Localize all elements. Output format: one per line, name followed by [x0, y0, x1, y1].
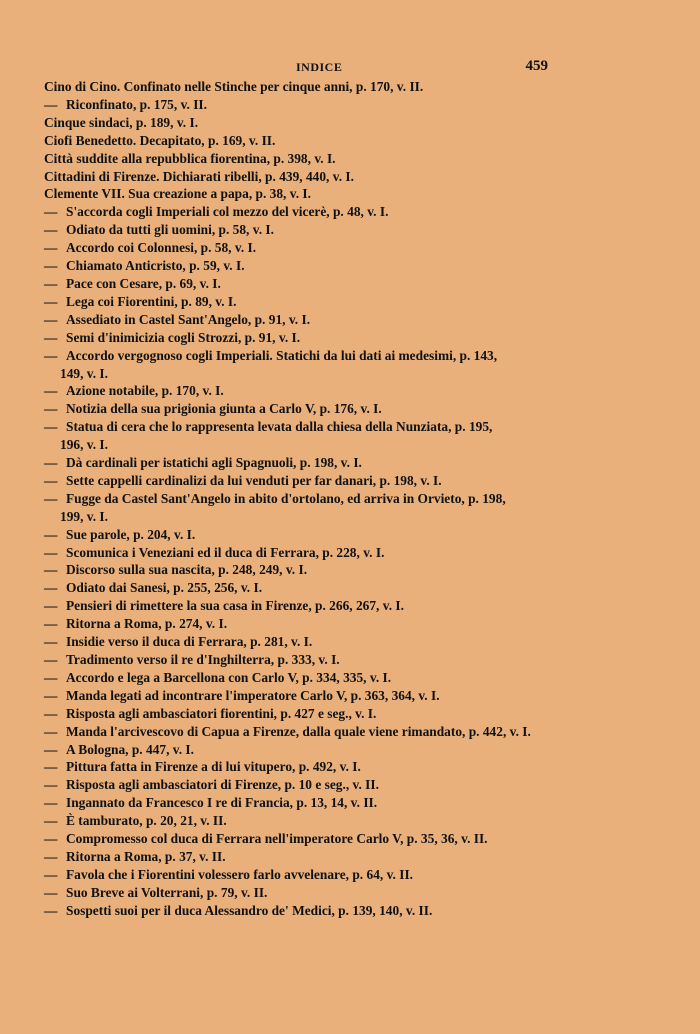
entry-dash: — [44, 705, 58, 721]
entry-text: Suo Breve ai Volterrani, p. 79, v. II. [66, 884, 268, 900]
entry-dash: — [44, 741, 58, 757]
entry-dash: — [44, 472, 58, 488]
index-entry [44, 347, 584, 365]
entry-text: Città suddite alla repubblica fiorentina, p. 398, v. I. [44, 150, 336, 166]
entry-dash: — [44, 652, 58, 667]
entry-dash: — [44, 598, 58, 614]
entry-text: Accordo vergognoso cogli Imperiali. Statichi da lui dati ai medesimi, p. 143, [66, 347, 498, 363]
entry-text: S'accorda cogli Imperiali col mezzo del vicerè, p. 48, v. I. [66, 204, 389, 220]
index-entry [44, 185, 584, 203]
index-entries [44, 78, 584, 920]
index-entry [44, 884, 584, 902]
entry-text: Assediato in Castel Sant'Angelo, p. 91, v. I. [66, 311, 311, 327]
index-entry [44, 579, 584, 597]
entry-text: Sette cappelli cardinalizi da lui venduti per far danari, p. 198, v. I. [66, 472, 442, 488]
entry-text: Manda legati ad incontrare l'imperatore Carlo V, p. 363, 364, v. I. [66, 687, 440, 703]
index-entry [44, 705, 584, 723]
entry-dash: — [44, 544, 58, 560]
index-entry [44, 561, 584, 579]
index-entry-continuation [44, 436, 584, 454]
entry-dash: — [44, 204, 58, 220]
entry-text: Scomunica i Veneziani ed il duca di Ferrara, p. 228, v. I. [66, 544, 385, 560]
entry-dash: — [44, 490, 58, 506]
entry-text: Sue parole, p. 204, v. I. [66, 526, 196, 542]
entry-dash: — [44, 347, 58, 363]
entry-dash: — [44, 419, 58, 435]
entry-dash: — [44, 884, 58, 900]
entry-text: 196, v. I. [60, 437, 108, 453]
index-entry [44, 454, 584, 472]
index-entry [44, 526, 584, 544]
entry-dash: — [44, 222, 58, 238]
index-entry [44, 329, 584, 347]
entry-text: Dà cardinali per istatichi agli Spagnuoli, p. 198, v. I. [66, 455, 362, 471]
entry-text: Azione notabile, p. 170, v. I. [66, 383, 224, 399]
entry-dash: — [44, 293, 58, 309]
entry-text: Risposta agli ambasciatori fiorentini, p. 427 e seg., v. I. [66, 705, 377, 721]
entry-dash: — [44, 723, 58, 739]
index-entry-continuation [44, 365, 584, 383]
entry-text: Odiato dai Sanesi, p. 255, 256, v. I. [66, 580, 263, 596]
entry-dash: — [44, 275, 58, 291]
entry-dash: — [44, 848, 58, 864]
index-entry [44, 776, 584, 794]
entry-text: Ingannato da Francesco I re di Francia, p. 13, 14, v. II. [66, 795, 378, 811]
entry-dash: — [44, 455, 58, 471]
entry-text: 149, v. I. [60, 365, 108, 381]
entry-text: A Bologna, p. 447, v. I. [66, 741, 194, 757]
index-entry [44, 96, 584, 114]
index-entry [44, 257, 584, 275]
entry-text: Semi d'inimicizia cogli Strozzi, p. 91, v. I. [66, 329, 301, 345]
index-entry [44, 597, 584, 615]
page-number: 459 [525, 58, 548, 74]
entry-text: Accordo coi Colonnesi, p. 58, v. I. [66, 240, 257, 256]
entry-text: Ritorna a Roma, p. 274, v. I. [66, 616, 228, 632]
entry-text: Discorso sulla sua nascita, p. 248, 249, v. I. [66, 562, 308, 578]
index-entry [44, 615, 584, 633]
entry-text: Pittura fatta in Firenze a di lui vitupero, p. 492, v. I. [66, 759, 361, 775]
entry-text: Cino di Cino. Confinato nelle Stinche per cinque anni, p. 170, v. II. [44, 79, 424, 94]
entry-dash: — [44, 777, 58, 793]
entry-text: Chiamato Anticristo, p. 59, v. I. [66, 258, 245, 274]
entry-text: Clemente VII. Sua creazione a papa, p. 38, v. I. [44, 186, 311, 202]
entry-text: Riconfinato, p. 175, v. II. [66, 96, 207, 112]
running-head: INDICE [296, 60, 343, 74]
entry-text: 199, v. I. [60, 508, 108, 524]
index-entry [44, 114, 584, 132]
entry-dash: — [44, 669, 58, 685]
entry-dash: — [44, 580, 58, 596]
index-entry [44, 382, 584, 400]
entry-text: Lega coi Fiorentini, p. 89, v. I. [66, 293, 237, 309]
entry-dash: — [44, 616, 58, 632]
entry-text: Cinque sindaci, p. 189, v. I. [44, 114, 199, 130]
index-entry [44, 687, 584, 705]
entry-text: Compromesso col duca di Ferrara nell'imperatore Carlo V, p. 35, 36, v. II. [66, 831, 488, 847]
index-entry [44, 633, 584, 651]
entry-dash: — [44, 329, 58, 345]
entry-dash: — [44, 687, 58, 703]
entry-text: Accordo e lega a Barcellona con Carlo V, p. 334, 335, v. I. [66, 669, 392, 685]
entry-text: Statua di cera che lo rappresenta levata dalla chiesa della Nunziata, p. 195, [66, 419, 493, 435]
index-entry [44, 902, 584, 920]
entry-dash: — [44, 240, 58, 256]
entry-dash: — [44, 831, 58, 847]
index-entry [44, 418, 584, 436]
entry-text: Odiato da tutti gli uomini, p. 58, v. I. [66, 222, 274, 238]
entry-dash: — [44, 258, 58, 274]
index-entry [44, 275, 584, 293]
entry-dash: — [44, 401, 58, 417]
entry-dash: — [44, 526, 58, 542]
index-entry [44, 293, 584, 311]
entry-text: Favola che i Fiorentini volessero farlo avvelenare, p. 64, v. II. [66, 866, 414, 882]
index-entry [44, 848, 584, 866]
entry-text: Manda l'arcivescovo di Capua a Firenze, dalla quale viene rimandato, p. 442, v. I. [66, 723, 531, 739]
index-entry [44, 830, 584, 848]
entry-dash: — [44, 634, 58, 650]
index-entry [44, 168, 584, 186]
index-entry [44, 400, 584, 418]
index-entry [44, 741, 584, 759]
entry-dash: — [44, 795, 58, 811]
index-entry [44, 723, 584, 741]
entry-dash: — [44, 383, 58, 399]
index-entry-continuation [44, 508, 584, 526]
entry-dash: — [44, 866, 58, 882]
entry-text: Fugge da Castel Sant'Angelo in abito d'ortolano, ed arriva in Orvieto, p. 198, [66, 490, 506, 506]
entry-text: È tamburato, p. 20, 21, v. II. [66, 813, 227, 829]
entry-text: Insidie verso il duca di Ferrara, p. 281, v. I. [66, 634, 313, 650]
entry-text: Ritorna a Roma, p. 37, v. II. [66, 848, 226, 864]
entry-dash: — [44, 813, 58, 829]
index-entry [44, 794, 584, 812]
index-entry [44, 758, 584, 776]
entry-text: Tradimento verso il re d'Inghilterra, p. 333, v. I. [66, 652, 340, 667]
entry-text: Ciofi Benedetto. Decapitato, p. 169, v. II. [44, 132, 276, 148]
index-entry [44, 239, 584, 257]
index-entry [44, 472, 584, 490]
index-entry [44, 221, 584, 239]
index-entry [44, 490, 584, 508]
index-entry [44, 203, 584, 221]
entry-text: Sospetti suoi per il duca Alessandro de' Medici, p. 139, 140, v. II. [66, 902, 433, 918]
index-entry [44, 651, 584, 669]
entry-dash: — [44, 96, 58, 112]
entry-text: Risposta agli ambasciatori di Firenze, p. 10 e seg., v. II. [66, 777, 379, 793]
index-entry [44, 150, 584, 168]
entry-text: Cittadini di Firenze. Dichiarati ribelli, p. 439, 440, v. I. [44, 168, 354, 184]
index-entry [44, 311, 584, 329]
page-header [0, 58, 700, 78]
entry-text: Notizia della sua prigionia giunta a Carlo V, p. 176, v. I. [66, 401, 382, 417]
index-entry [44, 132, 584, 150]
entry-dash: — [44, 902, 58, 918]
index-entry [44, 669, 584, 687]
entry-text: Pensieri di rimettere la sua casa in Firenze, p. 266, 267, v. I. [66, 598, 404, 614]
index-entry [44, 544, 584, 562]
index-entry [44, 812, 584, 830]
index-entry [44, 78, 584, 96]
entry-dash: — [44, 311, 58, 327]
entry-dash: — [44, 759, 58, 775]
index-entry [44, 866, 584, 884]
entry-text: Pace con Cesare, p. 69, v. I. [66, 275, 221, 291]
entry-dash: — [44, 562, 58, 578]
